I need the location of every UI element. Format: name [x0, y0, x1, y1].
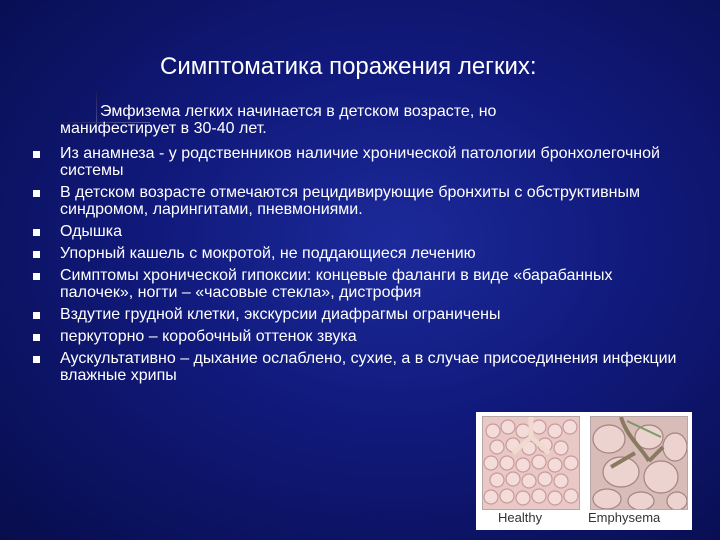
- list-item-text: Вздутие грудной клетки, экскурсии диафрагмы ограничены: [60, 306, 501, 323]
- emphysema-caption: Emphysema: [588, 510, 661, 525]
- bullet-square-icon: [33, 229, 40, 236]
- intro-line-2: манифестирует в 30-40 лет.: [60, 120, 267, 137]
- list-item-text: перкуторно – коробочный оттенок звука: [60, 328, 357, 345]
- list-item-text: Аускультативно – дыхание ослаблено, сухие, а в случае присоединения инфекции влажные хрипы: [60, 350, 677, 384]
- list-item-text: Упорный кашель с мокротой, не поддающиеся лечению: [60, 245, 476, 262]
- bullet-square-icon: [33, 334, 40, 341]
- list-item-text: Симптомы хронической гипоксии: концевые фаланги в виде «барабанных палочек», ногти – «часовые стекла», дистрофия: [60, 267, 613, 301]
- emphysema-alveoli-illustration: [590, 416, 688, 510]
- list-item: [28, 245, 678, 262]
- bullet-square-icon: [33, 312, 40, 319]
- bullet-square-icon: [33, 251, 40, 258]
- list-item-text: Из анамнеза - у родственников наличие хронической патологии бронхолегочной системы: [60, 145, 660, 179]
- healthy-caption: Healthy: [498, 510, 543, 525]
- list-item: [28, 350, 678, 384]
- list-item: [28, 145, 678, 179]
- bullet-square-icon: [33, 356, 40, 363]
- list-item: [28, 328, 678, 345]
- intro-paragraph: [60, 103, 660, 137]
- bullet-square-icon: [33, 273, 40, 280]
- list-item: [28, 184, 678, 218]
- list-item: [28, 267, 678, 301]
- bullet-square-icon: [33, 151, 40, 158]
- list-item: [28, 223, 678, 240]
- list-item-text: Одышка: [60, 223, 123, 240]
- healthy-alveoli-illustration: [482, 416, 580, 510]
- symptom-list: [28, 145, 678, 389]
- bullet-square-icon: [33, 190, 40, 197]
- slide-title: Симптоматика поражения легких:: [160, 53, 537, 80]
- list-item-text: В детском возрасте отмечаются рецидивирующие бронхиты с обструктивным синдромом, ларингитами, пневмониями.: [60, 184, 640, 218]
- intro-line-1: Эмфизема легких начинается в детском возрасте, но: [100, 103, 497, 120]
- lung-comparison-image: [476, 412, 692, 530]
- list-item: [28, 306, 678, 323]
